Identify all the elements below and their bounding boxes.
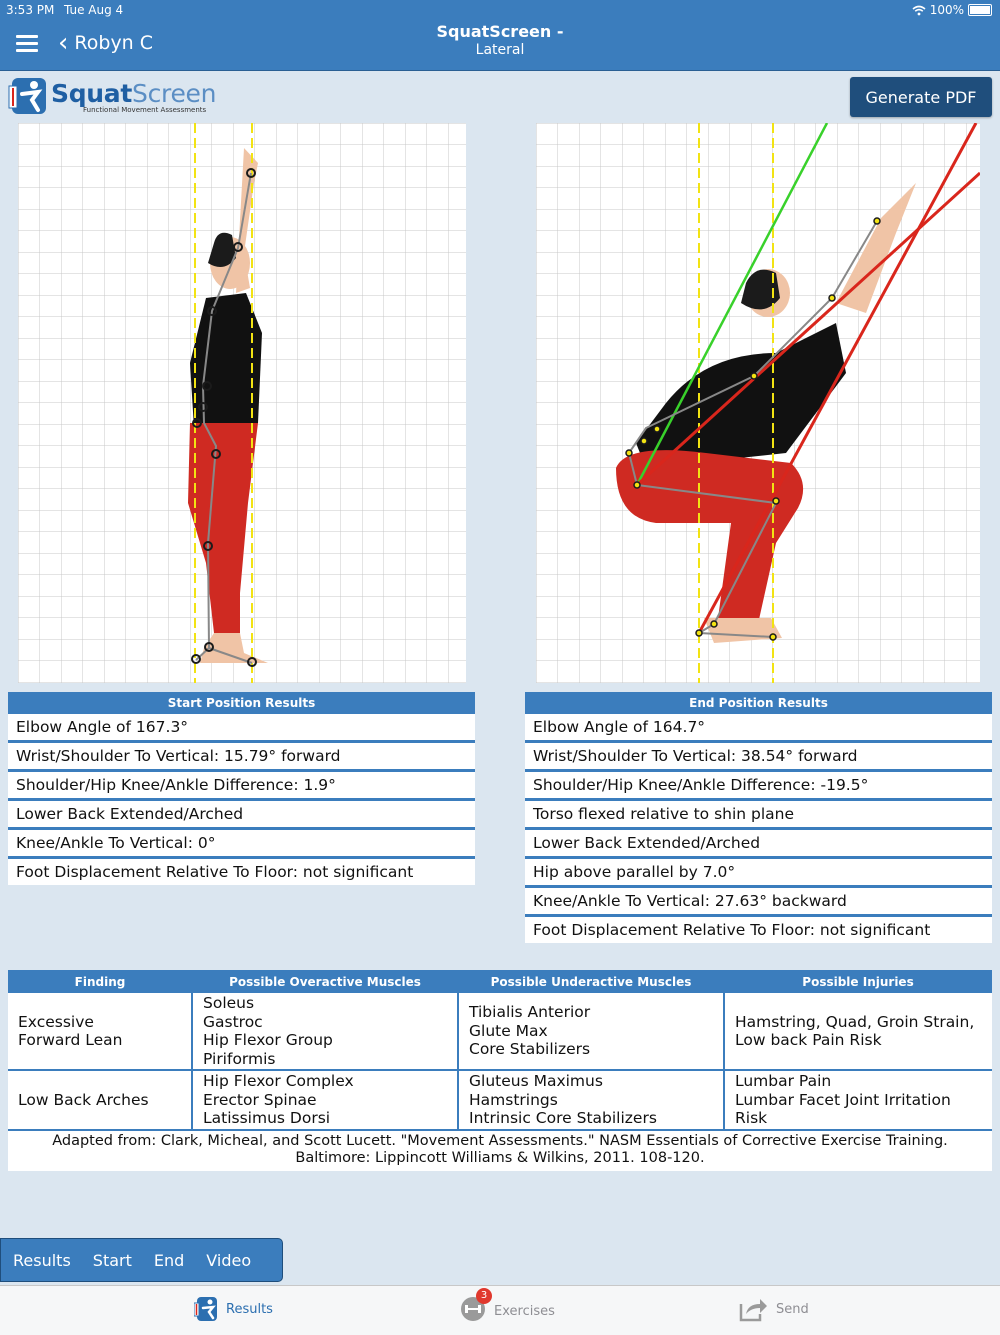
view-segment-control	[0, 1238, 283, 1282]
result-row: Knee/Ankle To Vertical: 27.63° backward	[525, 888, 992, 917]
cell-line: Piriformis	[203, 1049, 276, 1068]
column-header-finding: Finding	[8, 970, 192, 993]
overactive-cell	[192, 993, 458, 1070]
tab-results[interactable]	[194, 1296, 273, 1322]
cell-line: Low Back Arches	[18, 1090, 149, 1109]
injuries-cell	[724, 993, 992, 1070]
squatscreen-logo	[8, 76, 217, 118]
cell-line: Core Stabilizers	[469, 1040, 591, 1059]
overactive-cell	[192, 1070, 458, 1130]
battery-indicator	[912, 3, 992, 17]
cell-line: Forward Lean	[18, 1031, 123, 1049]
injuries-cell	[724, 1070, 992, 1130]
column-header-underactive: Possible Underactive Muscles	[458, 970, 724, 993]
cell-line: Lumbar Facet Joint Irritation Risk	[735, 1090, 951, 1128]
cell-line: Hamstring, Quad, Groin Strain,	[735, 1012, 975, 1031]
result-row: Shoulder/Hip Knee/Ankle Difference: 1.9°	[8, 772, 475, 801]
tab-send-label: Send	[776, 1301, 809, 1317]
chevron-left-icon: ‹	[58, 28, 69, 58]
generate-pdf-button[interactable]: Generate PDF	[850, 77, 992, 117]
findings-table	[8, 970, 992, 1171]
segment-results[interactable]: Results	[13, 1250, 71, 1270]
table-row	[8, 1070, 992, 1130]
back-button-label: Robyn C	[74, 32, 154, 54]
battery-percent: 100%	[929, 3, 964, 17]
result-row: Lower Back Extended/Arched	[525, 830, 992, 859]
cell-line: Gluteus Maximus	[469, 1072, 603, 1091]
cell-line: Hip Flexor Group	[203, 1031, 333, 1049]
end-results-title: End Position Results	[525, 692, 992, 714]
logo-text-screen: Screen	[132, 79, 217, 108]
result-row: Torso flexed relative to shin plane	[525, 801, 992, 830]
column-header-injuries: Possible Injuries	[724, 970, 992, 993]
column-header-overactive: Possible Overactive Muscles	[192, 970, 458, 993]
end-position-image	[536, 123, 980, 683]
cell-line: Hamstrings	[469, 1090, 558, 1109]
cell-line: Hip Flexor Complex	[203, 1072, 354, 1091]
underactive-cell	[458, 1070, 724, 1130]
cell-line: Tibialis Anterior	[469, 1003, 591, 1022]
logo-text-squat: Squat	[51, 79, 133, 108]
status-time: 3:53 PM	[6, 3, 55, 17]
exercises-badge: 3	[476, 1288, 492, 1304]
segment-video[interactable]: Video	[206, 1250, 252, 1270]
squatscreen-logo-icon	[194, 1296, 218, 1322]
end-position-results	[525, 692, 992, 943]
tab-exercises[interactable]	[460, 1290, 555, 1326]
start-position-image	[18, 123, 466, 683]
logo-tagline: Functional Movement Assessments	[83, 106, 207, 114]
tab-results-label: Results	[226, 1301, 273, 1317]
squatscreen-logo-icon	[8, 76, 48, 116]
cell-line: Intrinsic Core Stabilizers	[469, 1109, 657, 1128]
segment-start[interactable]: Start	[92, 1250, 132, 1270]
share-icon	[738, 1296, 768, 1322]
finding-cell	[8, 1070, 192, 1130]
result-row: Wrist/Shoulder To Vertical: 38.54° forward	[525, 743, 992, 772]
cell-line: Soleus	[203, 994, 255, 1012]
tab-exercises-label: Exercises	[494, 1303, 555, 1319]
cell-line: Erector Spinae	[203, 1090, 317, 1109]
cell-line: Gastroc	[203, 1012, 263, 1031]
tab-send[interactable]	[738, 1296, 809, 1322]
cell-line: Low back Pain Risk	[735, 1031, 882, 1049]
result-row: Wrist/Shoulder To Vertical: 15.79° forward	[8, 743, 475, 772]
start-position-results	[8, 692, 475, 885]
cell-line: Excessive	[18, 1012, 94, 1031]
result-row: Lower Back Extended/Arched	[8, 801, 475, 830]
page-title	[0, 22, 1000, 60]
battery-icon	[968, 4, 992, 16]
table-row	[8, 993, 992, 1070]
result-row: Elbow Angle of 164.7°	[525, 714, 992, 743]
result-row: Hip above parallel by 7.0°	[525, 859, 992, 888]
wifi-icon	[912, 5, 926, 16]
citation-text: Adapted from: Clark, Micheal, and Scott Lucett. "Movement Assessments." NASM Essentials of Corrective Exercise Training. Baltimore: Lippincott Williams & Wilkins, 2011. 108-120.	[52, 1133, 948, 1166]
tab-bar	[0, 1285, 1000, 1335]
start-results-title: Start Position Results	[8, 692, 475, 714]
finding-cell	[8, 993, 192, 1070]
result-row: Foot Displacement Relative To Floor: not significant	[525, 917, 992, 943]
cell-line: Glute Max	[469, 1021, 548, 1040]
navigation-bar	[0, 20, 1000, 71]
page-title-main: SquatScreen -	[436, 22, 564, 41]
status-date: Tue Aug 4	[64, 3, 124, 17]
page-title-sub: Lateral	[475, 42, 525, 58]
segment-end[interactable]: End	[153, 1250, 185, 1270]
status-bar	[0, 0, 1000, 20]
cell-line: Latissimus Dorsi	[203, 1109, 331, 1128]
cell-line: Lumbar Pain	[735, 1072, 832, 1091]
result-row: Knee/Ankle To Vertical: 0°	[8, 830, 475, 859]
result-row: Elbow Angle of 167.3°	[8, 714, 475, 743]
result-row: Foot Displacement Relative To Floor: not significant	[8, 859, 475, 885]
result-row: Shoulder/Hip Knee/Ankle Difference: -19.5°	[525, 772, 992, 801]
underactive-cell	[458, 993, 724, 1070]
